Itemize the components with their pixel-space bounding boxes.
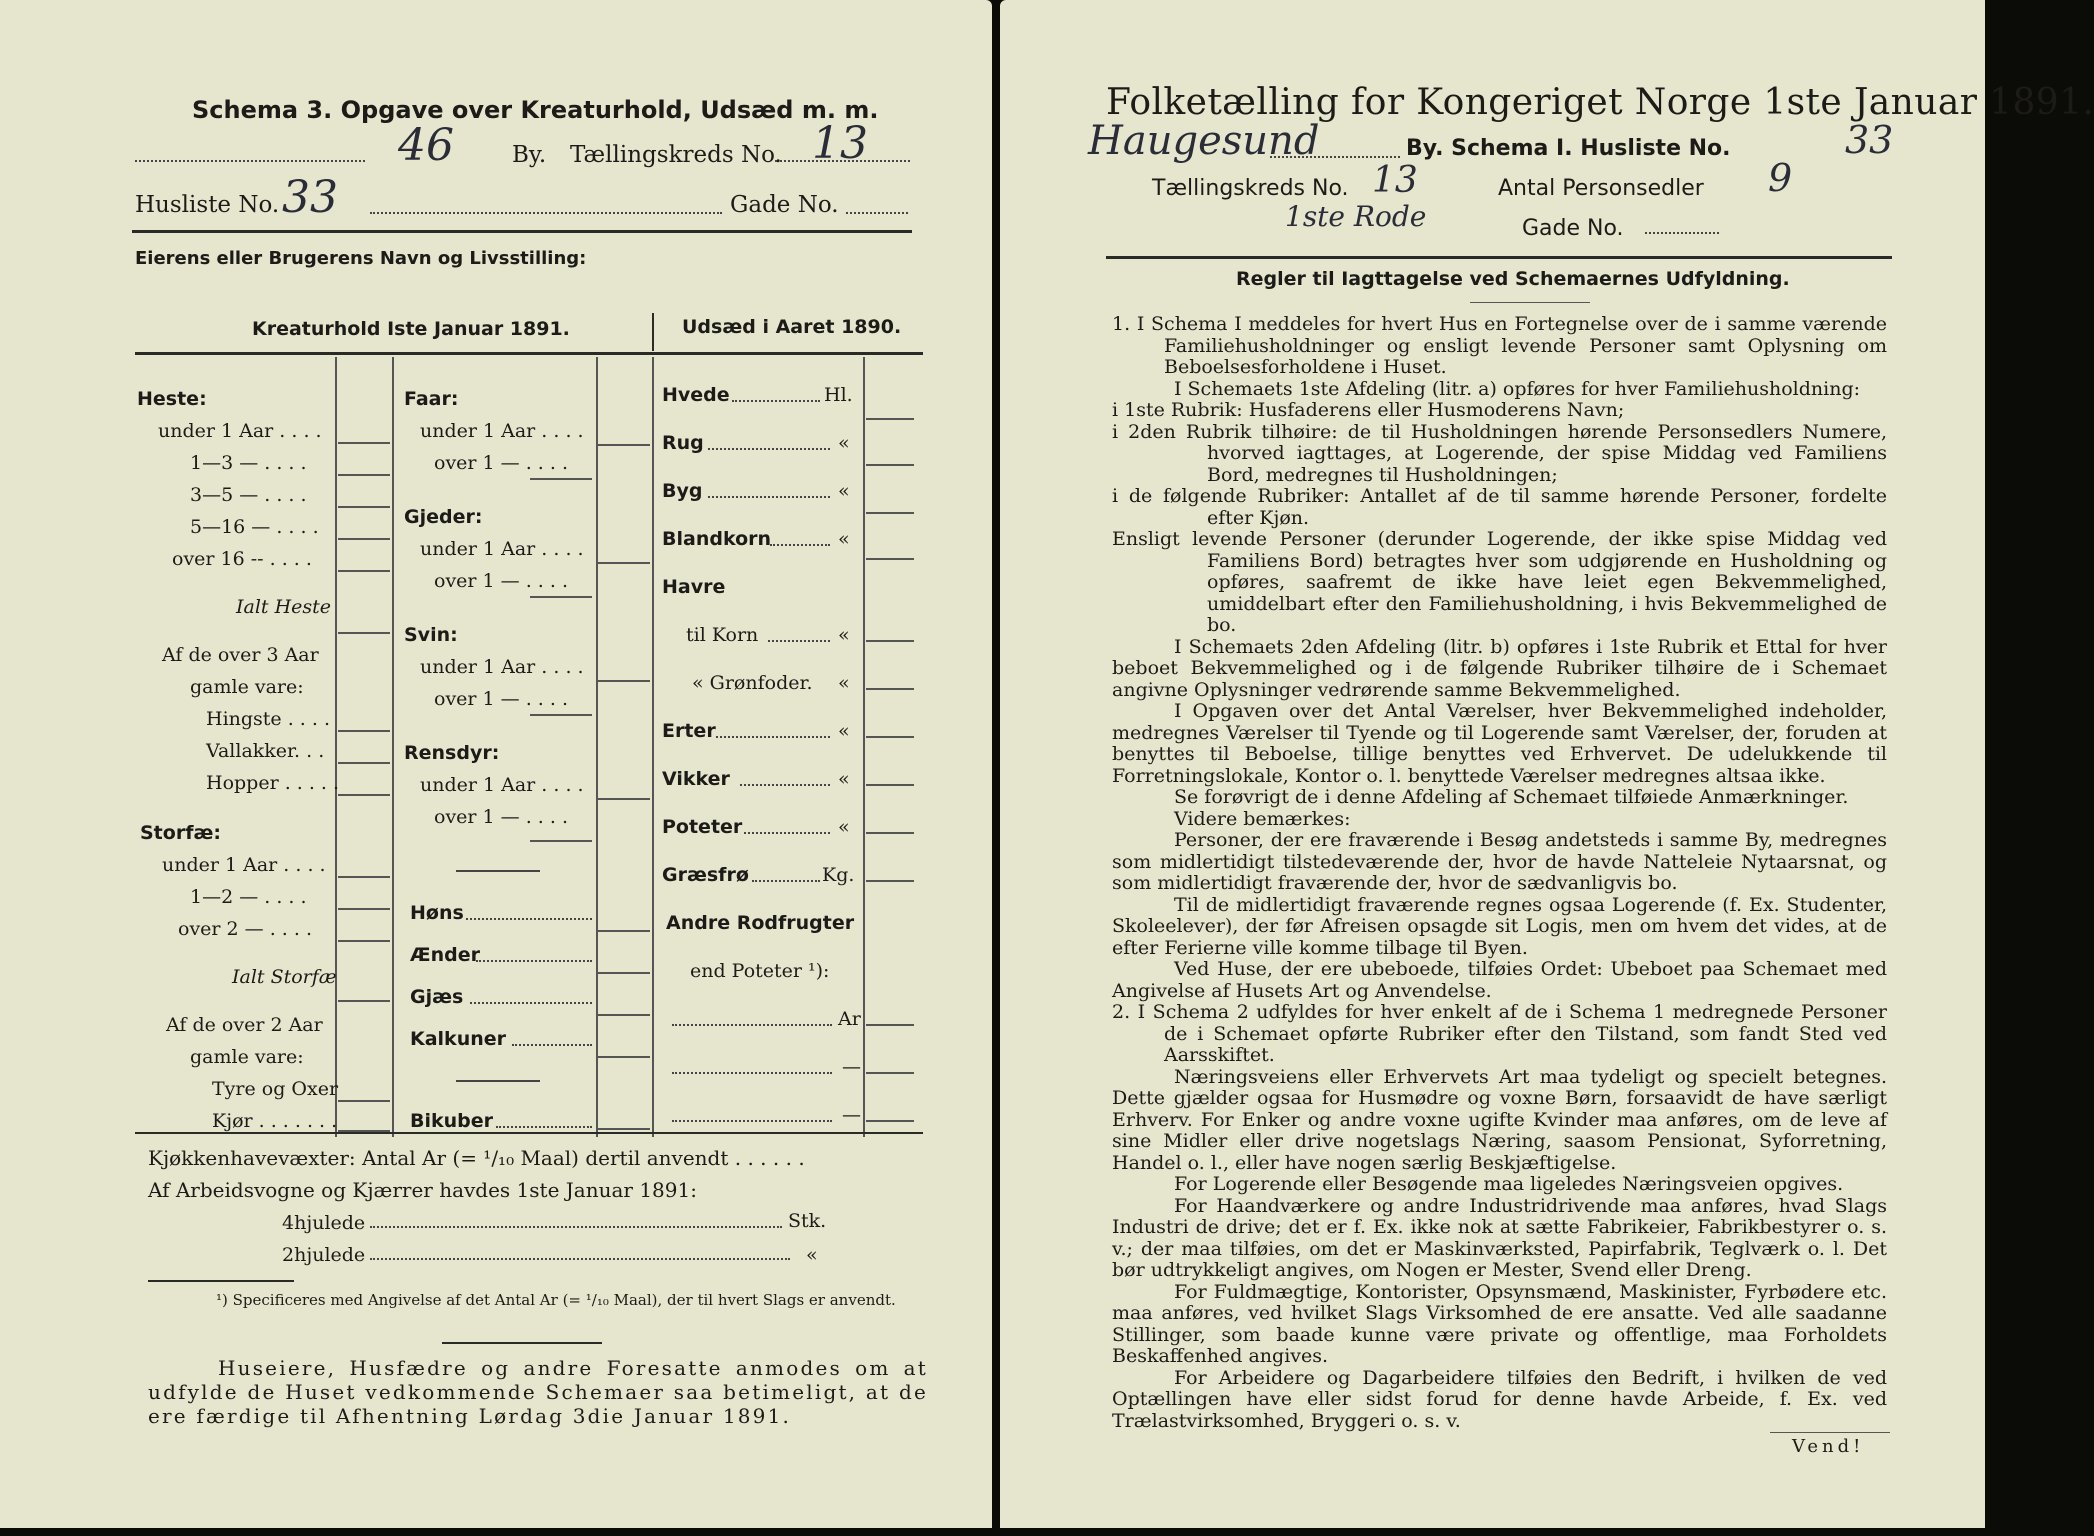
notice: Huseiere, Husfædre og andre Foresatte anmodes om at udfylde de Huset vedkommende Schemaer saa betimeligt, at de ere færdige til Afhentning Lørdag 3die Januar 1891. (148, 1356, 928, 1428)
by-label: By. (512, 142, 547, 168)
right-page (1000, 0, 2094, 1528)
byg-label: Byg (662, 480, 703, 502)
bikuber-label: Bikuber (410, 1110, 494, 1132)
ialt-storfae: Ialt Storfæ (232, 966, 337, 988)
left-page: Schema 3. Opgave over Kreaturhold, Udsæd m. m. 46 By. Tællingskreds No. 13 Husliste No. 33 Gade No. Eierens eller Brugerens Navn og Livsstilling: Kreaturhold Iste Januar 1891. Udsæd i Aaret 1890. Heste: under 1 Aar . . . . 1—3 — . . . . 3—5 — . . . . 5—16 — . . . . over 16 -- . . . . Ialt Heste Af de over 3 Aar gamle vare: Hingste . . . . Vallakker. . . Hopper . . . . . Storfæ: under 1 Aar . . . . 1—2 — . . . . over 2 — . . . . Ialt Storfæ Af de over 2 Aar gamle vare: Tyre og Oxer Kjør . . . . . . . Faar: under 1 Aar . . . . over 1 — . . . . Gjeder: under 1 Aar . . . . over 1 — . . . . Svin: under 1 Aar . . . . over 1 — . . . . Rensdyr: under 1 Aar . . . . over 1 — . . . . Høns Ænder Gjæs Kalkuner Bikuber Hvede Hl. Rug « Byg « Blandkorn « Havre til Korn « « Grønfoder. « Erter « Vikker « Poteter « Græsfrø Kg. Andre Rodfrugter end Poteter ¹): Ar — — Kjøkkenhavevæxter: Antal Ar (= ¹/₁₀ Maal) dertil anvendt . . . . . . Af Arbeidsvogne og Kjærrer havdes 1ste Januar 1891: 4hjulede Stk. 2hjulede « ¹) Specificeres med Angivelse af det Antal Ar (= ¹/₁₀ Maal), der til hvert Slags er anvendt. Huseiere, Husfædre og andre Foresatte anmodes om at udfylde de Huset vedkommende Schemaer saa betimeligt, at de ere færdige til Afhentning Lørdag 3die Januar 1891. (0, 0, 992, 1528)
antal-handwritten: 9 (1768, 156, 1793, 200)
col1-row: gamle vare: (190, 1046, 304, 1068)
col1-row: 1—2 — . . . . (190, 886, 307, 908)
heste-heading: Heste: (137, 388, 207, 410)
faar-heading: Faar: (404, 388, 459, 410)
gjaes-label: Gjæs (410, 986, 464, 1008)
census-title: Folketælling for Kongeriget Norge 1ste Januar 1891. (1106, 82, 2094, 123)
kreds-number: 13 (812, 118, 868, 169)
ialt-heste: Ialt Heste (236, 596, 332, 618)
rensdyr-heading: Rensdyr: (404, 742, 500, 764)
col1-row: Hingste . . . . (206, 708, 330, 730)
andre-rodfrugter-label: Andre Rodfrugter (666, 912, 855, 934)
col1-row: Tyre og Oxer (212, 1078, 339, 1100)
antal-label: Antal Personsedler (1498, 176, 1704, 201)
col1-row: Hopper . . . . . (206, 772, 340, 794)
col1-row: Af de over 2 Aar (166, 1014, 323, 1036)
rode-handwritten: 1ste Rode (1285, 200, 1427, 233)
col1-row: gamle vare: (190, 676, 304, 698)
col1-row: Vallakker. . . (206, 740, 325, 762)
rules-title: Regler til Iagttagelse ved Schemaernes Udfyldning. (1236, 268, 1790, 290)
kreds-handwritten: 13 (1372, 160, 1418, 201)
town-handwritten: Haugesund (1088, 118, 1320, 164)
col2-row: under 1 Aar . . . . (420, 774, 584, 796)
hvede-label: Hvede (662, 384, 730, 406)
col1-row: 5—16 — . . . . (190, 516, 319, 538)
by-number: 46 (398, 120, 454, 171)
col2-row: under 1 Aar . . . . (420, 420, 584, 442)
hons-label: Høns (410, 902, 464, 924)
to-hjulede-label: 2hjulede (282, 1244, 366, 1266)
col2-row: over 1 — . . . . (434, 452, 568, 474)
col1-row: over 2 — . . . . (178, 918, 312, 940)
kreds-label: Tællingskreds No. (570, 142, 782, 168)
col1-row: over 16 -- . . . . (172, 548, 312, 570)
aender-label: Ænder (410, 944, 480, 966)
havre-label: Havre (662, 576, 726, 598)
graesfro-label: Græsfrø (662, 864, 749, 886)
vend-label: Vend! (1792, 1436, 1865, 1457)
rules-text: 1. I Schema I meddeles for hvert Hus en Fortegnelse over de i samme værende Familiehusholdninger og ensligt levende Personer samt Oplysning om Beboelsesforholdene i Huset. I Schemaets 1ste Afdeling (litr. a) opføres for hver Familiehusholdning: i 1ste Rubrik: Husfaderens eller Husmoderens Navn; i 2den Rubrik tilhøire: de til Husholdningen hørende Personsedlers Numere, hvorved iagttages, at Logerende, der spise Middag ved Familiens Bord, medregnes til Husholdningen; i de følgende Rubriker: Antallet af de til samme hørende Personer, fordelte efter Kjøn. Ensligt levende Personer (derunder Logerende, der ikke spise Middag ved Familiens Bord) betragtes hver som udgjørende en Husholdning og opføres, saafremt de ikke have leiet egen Bekvemmelighed, umiddelbart efter den Familiehusholdning, i hvis Bekvemmelighed de bo. I Schemaets 2den Afdeling (litr. b) opføres i 1ste Rubrik et Ettal for hver beboet Bekvemmelighed og i de følgende Rubriker tilhøire de i Schemaet angivne Oplysninger vedrørende samme Bekvemmelighed. I Opgaven over det Antal Værelser, hver Bekvemmelighed indeholder, medregnes Værelser til Tyende og til Logerende samt Værelser, der, foruden at benyttes til Beboelse, tillige benyttes ved Erhvervet. De udelukkende til Forretningslokale, Kontor o. l. benyttede Værelser medregnes altsaa ikke. Se forøvrigt de i denne Afdeling af Schemaet tilføiede Anmærkninger. Videre bemærkes: Personer, der ere fraværende i Besøg andetsteds i samme By, medregnes som midlertidigt tilstedeværende der, hvor de havde Natteleie Nytaarsnat, og som midlertidigt fraværende der, hvor de sædvanligvis bo. Til de midlertidigt fraværende regnes ogsaa Logerende (f. Ex. Studenter, Skoleelever), der før Afreisen opsagde sit Logis, men om hvem det vides, at de efter Ferierne ville komme tilbage til Byen. Ved Huse, der ere ubeboede, tilføies Ordet: Ubeboet paa Schemaet med Angivelse af Husets Art og Anvendelse. 2. I Schema 2 udfyldes for hver enkelt af de i Schema 1 medregnede Personer de i Schemaet opførte Rubriker efter den Tilstand, som fandt Sted ved Aarsskiftet. Næringsveiens eller Erhvervets Art maa tydeligt og specielt betegnes. Dette gjælder ogsaa for Husmødre og voxne Børn, forsaavidt de have særligt Erhverv. For Enker og andre voxne ugifte Kvinder maa anføres, om de leve af sine Midler eller drive nogetslags Næring, saasom Pensionat, Syforretning, Handel o. l., eller have nogen særlig Beskjæftigelse. For Logerende eller Besøgende maa ligeledes Næringsveien opgives. For Haandværkere og andre Industridrivende maa anføres, hvad Slags Industri de drive; det er f. Ex. ikke nok at sætte Fabrikeier, Fabrikbestyrer o. s. v.; der maa tilføies, om det er Maskinværksted, Papirfabrik, Teglværk o. l. Det bør udtrykkeligt angives, om Nogen er Mester, Svend eller Dreng. For Fuldmægtige, Kontorister, Opsynsmænd, Maskinister, Fyrbødere etc. maa anføres, ved hvilket Slags Virksomhed de ere ansatte. Ved alle saadanne Stillinger, som baade kunne være private og offentlige, maa Forholdets Beskaffenhed angives. For Arbeidere og Dagarbeidere tilføies den Bedrift, i hvilken de ved Optællingen have eller sidst forud for denne havde Arbeide, f. Ex. ved Trælastvirksomhed, Bryggeri o. s. v. (1112, 313, 1887, 1432)
storfae-heading: Storfæ: (140, 822, 221, 844)
col2-row: over 1 — . . . . (434, 806, 568, 828)
col2-row: over 1 — . . . . (434, 688, 568, 710)
kreaturhold-header: Kreaturhold Iste Januar 1891. (252, 318, 570, 340)
col1-row: under 1 Aar . . . . (162, 854, 326, 876)
col2-row: under 1 Aar . . . . (420, 538, 584, 560)
erter-label: Erter (662, 720, 716, 742)
fire-hjulede-label: 4hjulede (282, 1212, 366, 1234)
stk-label: Stk. (788, 1210, 827, 1232)
rule-2: 2. I Schema 2 udfyldes for hver enkelt af de i Schema 1 medregnede Personer de i Schemaet opførte Rubriker efter den Tilstand, som fandt Sted ved Aarsskiftet. (1112, 1001, 1887, 1066)
kjokkenhave-line: Kjøkkenhavevæxter: Antal Ar (= ¹/₁₀ Maal) dertil anvendt . . . . . . (148, 1146, 805, 1170)
gade-label-right: Gade No. (1522, 216, 1624, 241)
ensligt-levende: Ensligt levende Personer (derunder Logerende, der ikke spise Middag ved Familiens Bord) betragtes hver som udgjørende en Husholdning og opføres, saafremt de ikke have leiet egen Bekvemmelighed, umiddelbart efter den Familiehusholdning, i hvis Bekvemmelighed de bo. (1112, 528, 1887, 636)
schema-title: Schema 3. Opgave over Kreaturhold, Udsæd m. m. (192, 96, 879, 124)
col1-row: Af de over 3 Aar (162, 644, 319, 666)
col2-row: under 1 Aar . . . . (420, 656, 584, 678)
kalkuner-label: Kalkuner (410, 1028, 507, 1050)
col1-row: Kjør . . . . . . . (212, 1110, 338, 1132)
kreds-label-right: Tællingskreds No. (1152, 176, 1349, 201)
by-schema-label: By. Schema I. Husliste No. (1406, 136, 1731, 161)
gjeder-heading: Gjeder: (404, 506, 483, 528)
husliste-label: Husliste No. (135, 192, 280, 218)
col1-row: 3—5 — . . . . (190, 484, 307, 506)
vikker-label: Vikker (662, 768, 730, 790)
udsaed-header: Udsæd i Aaret 1890. (682, 316, 902, 338)
husliste-number: 33 (282, 172, 338, 223)
rug-label: Rug (662, 432, 704, 454)
husliste-handwritten: 33 (1845, 118, 1894, 162)
col1-row: 1—3 — . . . . (190, 452, 307, 474)
col2-row: over 1 — . . . . (434, 570, 568, 592)
svin-heading: Svin: (404, 624, 458, 646)
rule-1: 1. I Schema I meddeles for hvert Hus en Fortegnelse over de i samme værende Familiehusholdninger og ensligt levende Personer samt Oplysning om Beboelsesforholdene i Huset. (1112, 313, 1887, 378)
poteter-label: Poteter (662, 816, 743, 838)
arbeidsvogne-line: Af Arbeidsvogne og Kjærrer havdes 1ste Januar 1891: (148, 1178, 697, 1202)
footnote: ¹) Specificeres med Angivelse af det Antal Ar (= ¹/₁₀ Maal), der til hvert Slags er anvendt. (216, 1291, 896, 1309)
blandkorn-label: Blandkorn (662, 528, 772, 550)
col1-row: under 1 Aar . . . . (158, 420, 322, 442)
gade-label: Gade No. (730, 192, 839, 218)
owner-label: Eierens eller Brugerens Navn og Livsstilling: (135, 248, 587, 269)
